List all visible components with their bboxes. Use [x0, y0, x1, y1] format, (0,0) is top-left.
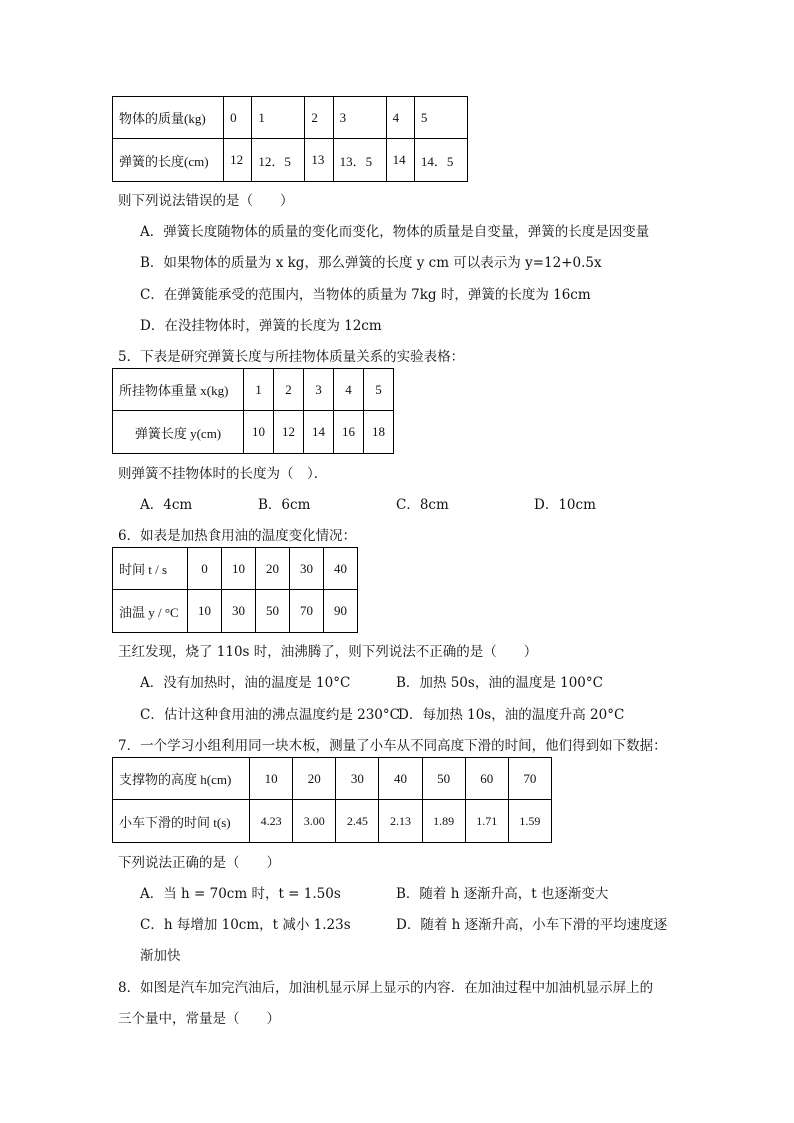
- table-cell: 物体的质量(kg): [113, 97, 224, 139]
- table-cell: 2.13: [379, 800, 422, 843]
- option-d: D．每加热 10s，油的温度升高 20°C: [398, 707, 625, 723]
- question-title-line2: 三个量中，常量是（ ）: [118, 1011, 280, 1027]
- table-cell: 12．5: [252, 139, 305, 182]
- table-cell: 14．5: [414, 139, 467, 182]
- table-cell: 10: [188, 590, 222, 633]
- option-a: A．当 h = 70cm 时，t = 1.50s: [140, 886, 341, 902]
- option-c: C．在弹簧能承受的范围内，当物体的质量为 7kg 时，弹簧的长度为 16cm: [140, 287, 591, 303]
- question-title: 8．如图是汽车加完汽油后，加油机显示屏上显示的内容．在加油过程中加油机显示屏上的: [118, 980, 654, 996]
- table-cell: 10: [244, 411, 274, 454]
- table-cell: 50: [256, 590, 290, 633]
- table-cell: 0: [188, 548, 222, 590]
- table-cell: 支撑物的高度 h(cm): [113, 758, 250, 800]
- table-row: [113, 97, 468, 139]
- table-cell: 小车下滑的时间 t(s): [113, 800, 250, 843]
- table-cell: 10: [222, 548, 256, 590]
- table-cell: 10: [250, 758, 293, 800]
- table-cell: 3.00: [293, 800, 336, 843]
- option-c: C．h 每增加 10cm，t 减小 1.23s: [140, 917, 351, 933]
- table-cell: 12: [224, 139, 252, 182]
- table-cell: 1: [244, 369, 274, 411]
- oil-temperature-table: [112, 547, 358, 633]
- table-cell: 50: [422, 758, 465, 800]
- table-cell: 0: [224, 97, 252, 139]
- table-row: [113, 411, 394, 454]
- option-b: B．加热 50s，油的温度是 100°C: [396, 675, 603, 691]
- option-b: B．如果物体的质量为 x kg，那么弹簧的长度 y cm 可以表示为 y=12+0.5x: [140, 255, 602, 271]
- table-cell: 13: [305, 139, 333, 182]
- table-cell: 3: [333, 97, 386, 139]
- table-cell: 18: [364, 411, 394, 454]
- option-a: A．4cm: [140, 497, 193, 513]
- mass-length-table: [112, 96, 468, 182]
- table-cell: 2.45: [336, 800, 379, 843]
- option-d: D．10cm: [534, 497, 596, 513]
- table-row: [113, 139, 468, 182]
- question-title: 6．如表是加热食用油的温度变化情况：: [118, 528, 357, 544]
- table-row: [113, 548, 358, 590]
- table-cell: 12: [274, 411, 304, 454]
- table-cell: 30: [336, 758, 379, 800]
- table-cell: 90: [324, 590, 358, 633]
- table-cell: 2: [274, 369, 304, 411]
- table-cell: 13．5: [333, 139, 386, 182]
- option-d: D．在没挂物体时，弹簧的长度为 12cm: [140, 318, 382, 334]
- table-row: [113, 800, 552, 843]
- table-cell: 弹簧的长度(cm): [113, 139, 224, 182]
- table-cell: 70: [508, 758, 551, 800]
- table-cell: 5: [364, 369, 394, 411]
- table-cell: 40: [379, 758, 422, 800]
- table-cell: 1: [252, 97, 305, 139]
- table-row: [113, 758, 552, 800]
- table-cell: 1.89: [422, 800, 465, 843]
- option-b: B．6cm: [258, 497, 311, 513]
- question-stem: 则弹簧不挂物体时的长度为（ ）．: [118, 466, 328, 482]
- option-c: C．8cm: [396, 497, 449, 513]
- table-cell: 2: [305, 97, 333, 139]
- table-cell: 20: [256, 548, 290, 590]
- option-d-continuation: 渐加快: [140, 948, 181, 964]
- spring-table: [112, 368, 394, 454]
- table-cell: 4: [386, 97, 414, 139]
- question-stem: 则下列说法错误的是（ ）: [118, 193, 294, 209]
- table-cell: 14: [304, 411, 334, 454]
- table-cell: 1.71: [465, 800, 508, 843]
- table-cell: 14: [386, 139, 414, 182]
- table-cell: 30: [222, 590, 256, 633]
- table-cell: 时间 t / s: [113, 548, 188, 590]
- option-c: C．估计这种食用油的沸点温度约是 230°C: [140, 707, 400, 723]
- option-b: B．随着 h 逐渐升高，t 也逐渐变大: [396, 886, 609, 902]
- table-cell: 16: [334, 411, 364, 454]
- question-title: 5．下表是研究弹簧长度与所挂物体质量关系的实验表格：: [118, 349, 465, 365]
- question-stem: 王红发现，烧了 110s 时，油沸腾了，则下列说法不正确的是（ ）: [118, 644, 538, 660]
- table-cell: 1.59: [508, 800, 551, 843]
- slope-time-table: [112, 757, 552, 843]
- table-cell: 弹簧长度 y(cm): [113, 411, 244, 454]
- table-cell: 60: [465, 758, 508, 800]
- option-a: A．没有加热时，油的温度是 10°C: [140, 675, 351, 691]
- question-title: 7．一个学习小组利用同一块木板，测量了小车从不同高度下滑的时间，他们得到如下数据：: [118, 738, 667, 754]
- table-cell: 70: [290, 590, 324, 633]
- table-cell: 30: [290, 548, 324, 590]
- table-cell: 5: [414, 97, 467, 139]
- option-a: A．弹簧长度随物体的质量的变化而变化，物体的质量是自变量，弹簧的长度是因变量: [140, 224, 650, 240]
- table-row: [113, 369, 394, 411]
- table-cell: 4.23: [250, 800, 293, 843]
- table-cell: 4: [334, 369, 364, 411]
- table-cell: 20: [293, 758, 336, 800]
- table-row: [113, 590, 358, 633]
- table-cell: 40: [324, 548, 358, 590]
- table-cell: 所挂物体重量 x(kg): [113, 369, 244, 411]
- table-cell: 3: [304, 369, 334, 411]
- question-stem: 下列说法正确的是（ ）: [118, 855, 280, 871]
- table-cell: 油温 y / °C: [113, 590, 188, 633]
- option-d: D．随着 h 逐渐升高，小车下滑的平均速度逐: [396, 917, 668, 933]
